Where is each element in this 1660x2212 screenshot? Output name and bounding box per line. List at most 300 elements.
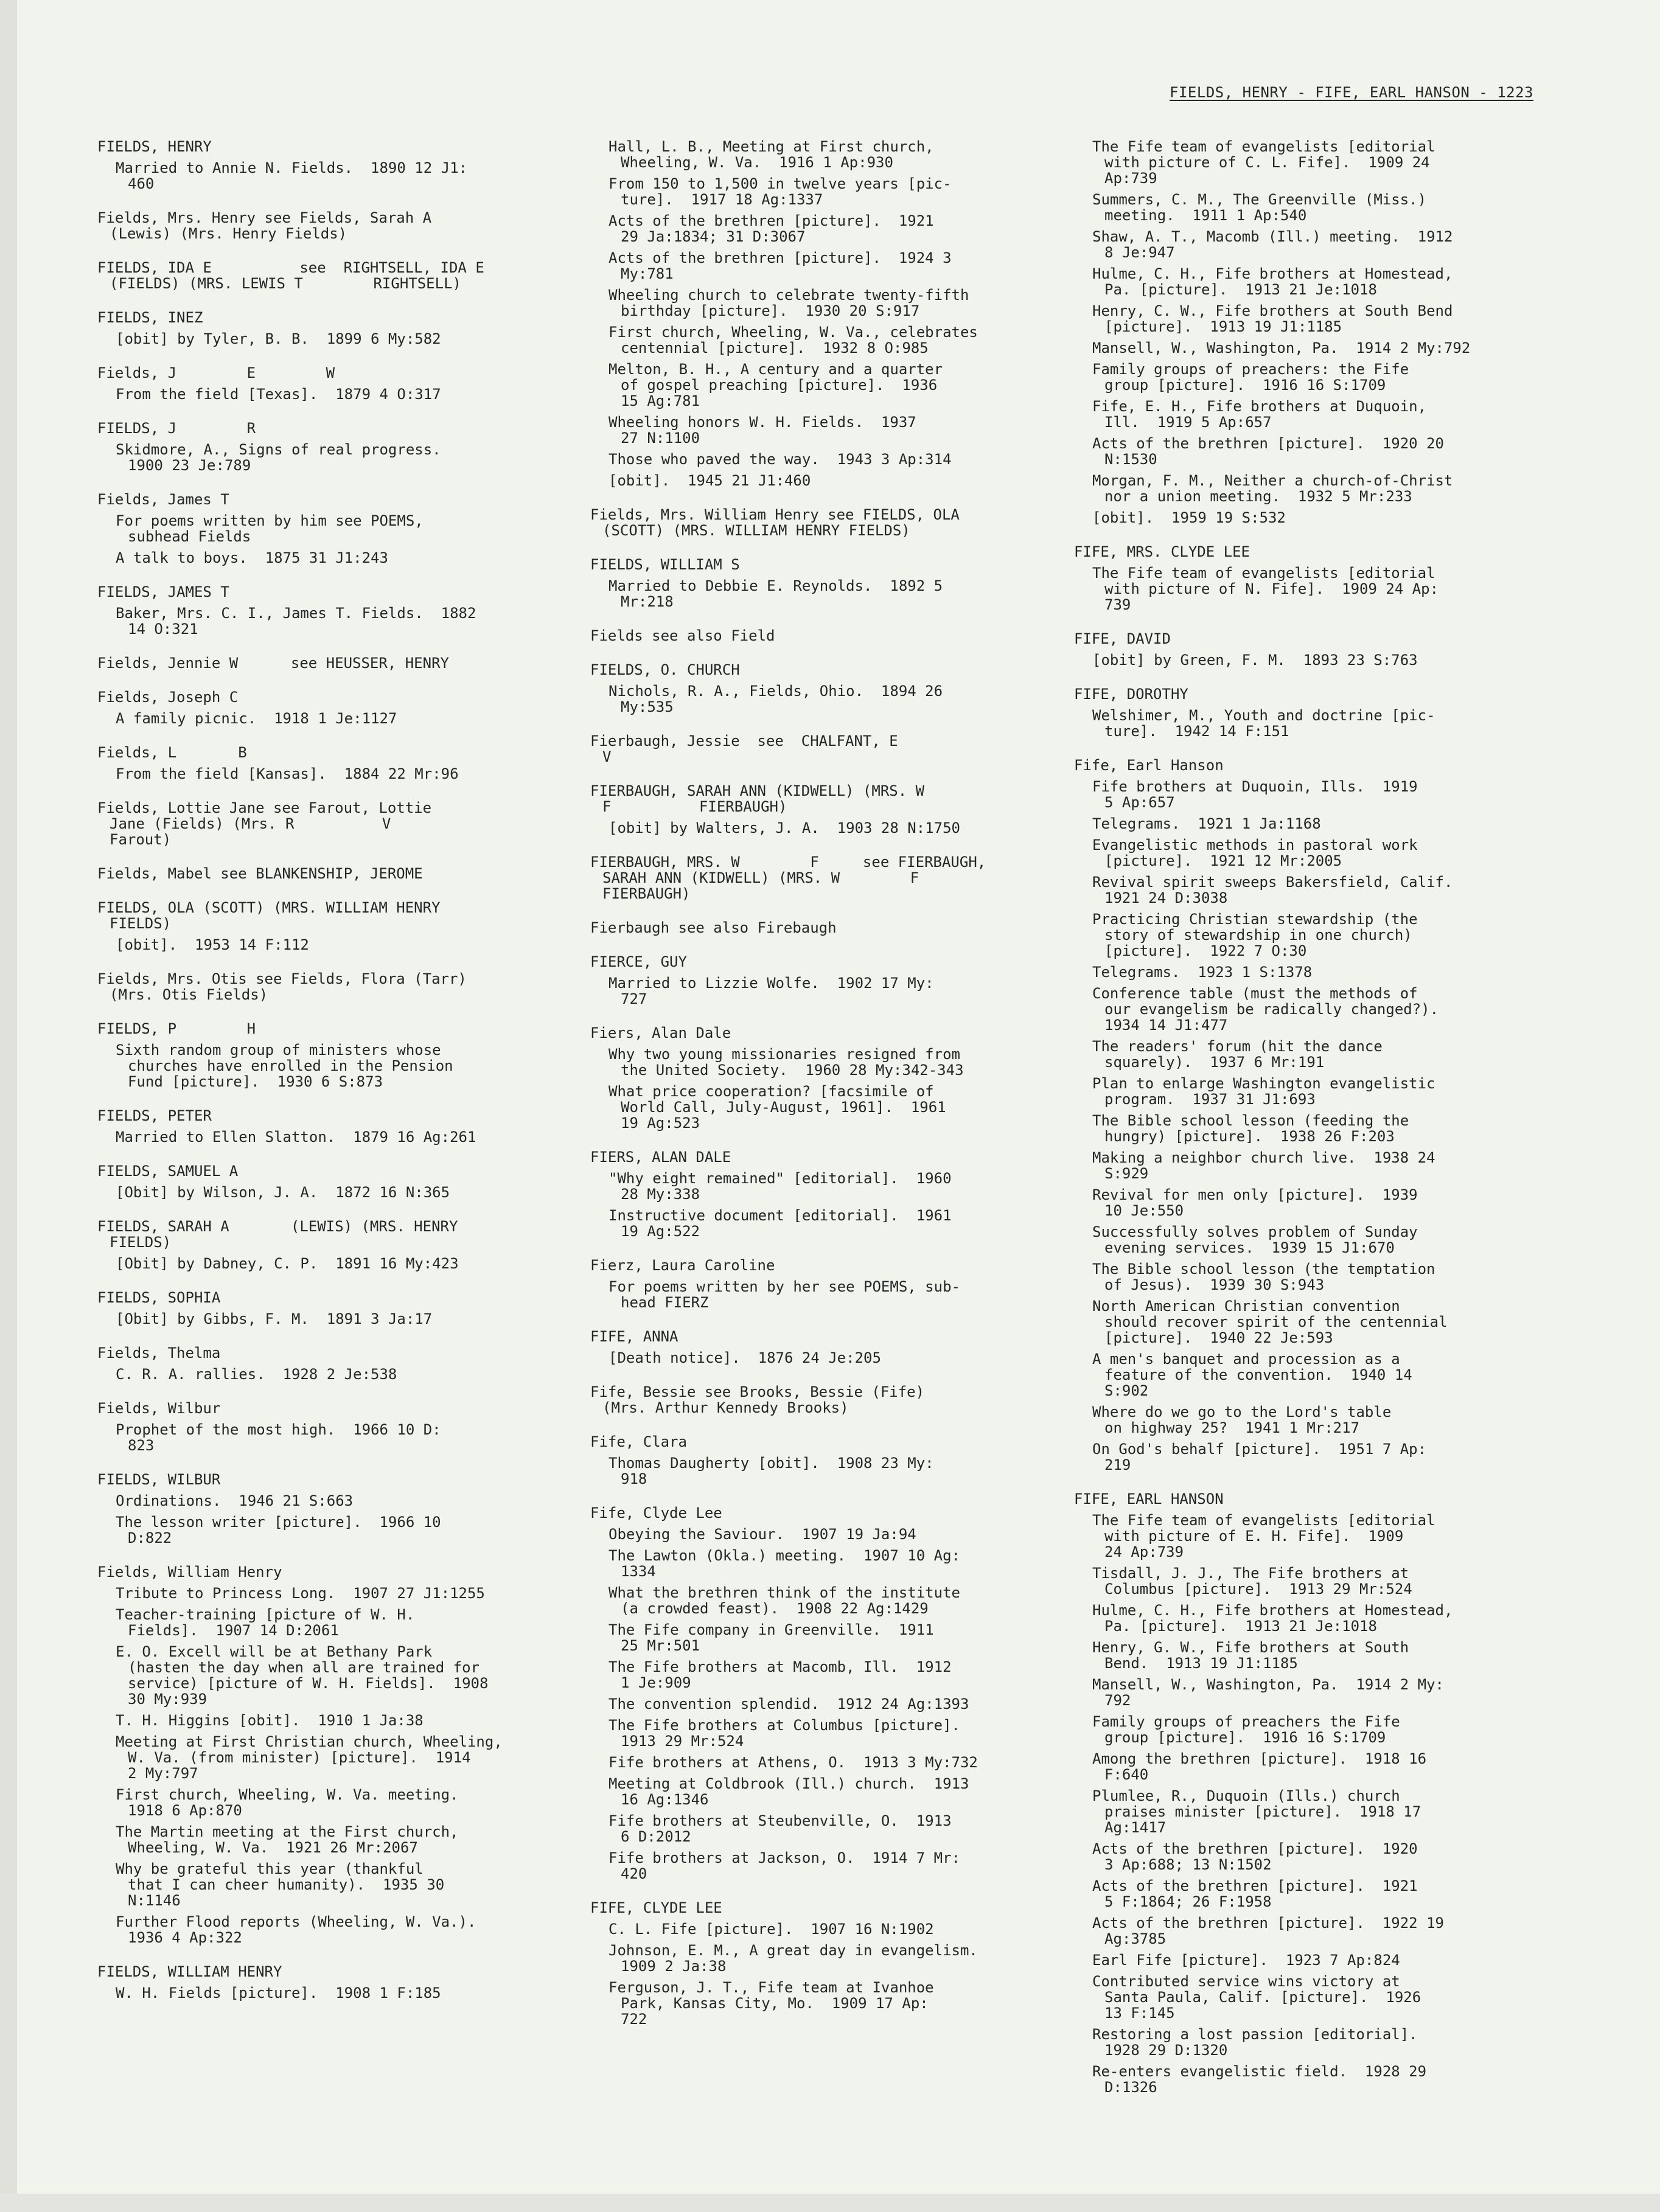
heading-line: V (602, 748, 612, 765)
index-block (590, 507, 1059, 538)
citation-entry (116, 1493, 572, 1509)
citation-entry (1092, 911, 1549, 959)
index-heading (97, 210, 572, 242)
citation-line: Hulme, C. H., Fife brothers at Homestead, (1092, 265, 1453, 282)
index-block (97, 1108, 572, 1145)
citation-line: the United Society. 1960 28 My:342-343 (621, 1062, 964, 1079)
index-heading (590, 783, 1059, 815)
citation-entry (116, 513, 572, 544)
citation-line: E. O. Excell will be at Bethany Park (116, 1643, 433, 1660)
index-column-3 (1074, 139, 1549, 2095)
citation-entry (609, 1046, 1059, 1078)
citation-line: 3 Ap:688; 13 N:1502 (1104, 1856, 1272, 1873)
citation-line: 727 (621, 990, 647, 1007)
heading-line: FIERBAUGH, SARAH ANN (KIDWELL) (MRS. W (590, 782, 925, 799)
index-block (590, 1329, 1059, 1366)
citation-line: Ag:1417 (1104, 1819, 1167, 1836)
citation-entry (1092, 708, 1549, 739)
citation-line: 1 Je:909 (621, 1674, 691, 1691)
index-heading (97, 420, 572, 436)
citation-line: 2 My:797 (128, 1765, 198, 1782)
heading-line: FIELDS) (110, 915, 172, 932)
citation-line: What price cooperation? [facsimile of (609, 1083, 934, 1100)
citation-entry (1092, 1187, 1549, 1219)
heading-line: FIFE, ANNA (590, 1328, 678, 1345)
heading-line: Fields, Mabel see BLANKENSHIP, JEROME (97, 865, 423, 882)
citation-line: Mr:218 (621, 593, 674, 610)
citation-line: 19 Ag:522 (621, 1223, 700, 1240)
citation-line: 29 Ja:1834; 31 D:3067 (621, 228, 806, 245)
index-heading (590, 920, 1059, 936)
heading-line: Fierz, Laura Caroline (590, 1257, 775, 1274)
running-header: FIELDS, HENRY - FIFE, EARL HANSON - 1223 (1170, 84, 1533, 101)
index-block (97, 1219, 572, 1271)
citation-entry (1092, 2026, 1549, 2058)
citation-line: Wheeling church to celebrate twenty-fifth (609, 287, 969, 304)
citation-line: [obit] by Tyler, B. B. 1899 6 My:582 (116, 330, 441, 347)
citation-line: Married to Debbie E. Reynolds. 1892 5 (609, 577, 943, 594)
citation-line: Morgan, F. M., Neither a church-of-Christ (1092, 472, 1453, 489)
citation-line: The Bible school lesson (feeding the (1092, 1112, 1409, 1129)
citation-entry (609, 451, 1059, 467)
citation-entry (116, 1422, 572, 1453)
index-block (97, 210, 572, 242)
index-block (97, 1964, 572, 2001)
page-bottom-edge (0, 2194, 1660, 2212)
index-block (590, 1025, 1059, 1131)
citation-line: Acts of the brethren [picture]. 1921 (609, 212, 934, 229)
index-block (97, 900, 572, 953)
citation-line: The lesson writer [picture]. 1966 10 (116, 1514, 441, 1531)
heading-line: FIELDS, J R (97, 420, 256, 437)
citation-line: feature of the convention. 1940 14 (1104, 1366, 1412, 1383)
citation-entry (116, 1713, 572, 1728)
index-heading (97, 900, 572, 931)
index-block (590, 139, 1059, 489)
citation-line: The convention splendid. 1912 24 Ag:1393 (609, 1696, 969, 1713)
citation-line: A talk to boys. 1875 31 J1:243 (116, 549, 388, 566)
citation-line: group [picture]. 1916 16 S:1709 (1104, 1729, 1386, 1746)
citation-line: 1913 29 Mr:524 (621, 1733, 744, 1750)
citation-line: Ag:3785 (1104, 1930, 1167, 1947)
citation-entry (1092, 1076, 1549, 1107)
citation-entry (1092, 1974, 1549, 2021)
citation-entry (609, 1980, 1059, 2027)
index-block (97, 310, 572, 347)
heading-line: Fields, Wilbur (97, 1400, 221, 1417)
index-heading (590, 1434, 1059, 1450)
citation-entry (1092, 192, 1549, 223)
citation-entry (609, 176, 1059, 207)
citation-line: 1909 2 Ja:38 (621, 1958, 727, 1975)
citation-line: The Fife team of evangelists [editorial (1092, 565, 1435, 582)
citation-line: The Fife brothers at Macomb, Ill. 1912 (609, 1658, 952, 1675)
citation-line: Wheeling, W. Va. 1916 1 Ap:930 (621, 154, 893, 171)
heading-line: FIELDS, HENRY (97, 138, 212, 155)
citation-entry (609, 1776, 1059, 1807)
citation-line: on highway 25? 1941 1 Mr:217 (1104, 1419, 1360, 1436)
index-heading (97, 584, 572, 600)
citation-line: S:902 (1104, 1382, 1149, 1399)
citation-line: Johnson, E. M., A great day in evangelism. (609, 1942, 978, 1959)
heading-line: FIERBAUGH, MRS. W F see FIERBAUGH, (590, 854, 986, 871)
heading-line: FIFE, DAVID (1074, 630, 1171, 647)
citation-entry (1092, 986, 1549, 1033)
citation-entry (1092, 1441, 1549, 1473)
heading-line: FIELDS, PETER (97, 1107, 212, 1124)
citation-entry (1092, 1602, 1549, 1634)
citation-line: should recover spirit of the centennial (1104, 1313, 1448, 1330)
heading-line: Fields, William Henry (97, 1563, 282, 1581)
citation-entry (1092, 1298, 1549, 1346)
index-block (590, 954, 1059, 1007)
citation-line: Santa Paula, Calif. [picture]. 1926 (1104, 1989, 1421, 2006)
index-heading (1074, 757, 1549, 773)
citation-line: nor a union meeting. 1932 5 Mr:233 (1104, 488, 1412, 505)
citation-entry (116, 1366, 572, 1382)
index-heading (1074, 686, 1549, 702)
citation-line: Ap:739 (1104, 170, 1157, 187)
citation-line: 24 Ap:739 (1104, 1543, 1184, 1560)
citation-line: First church, Wheeling, W. Va., celebrates (609, 324, 978, 341)
citation-line: Telegrams. 1923 1 S:1378 (1092, 964, 1313, 981)
citation-line: 1921 24 D:3038 (1104, 889, 1228, 906)
citation-line: Mansell, W., Washington, Pa. 1914 2 My:792 (1092, 339, 1471, 356)
citation-entry (1092, 1878, 1549, 1910)
citation-entry (609, 324, 1059, 356)
heading-line: FIELDS, WILLIAM HENRY (97, 1963, 282, 1980)
index-block (97, 365, 572, 402)
heading-line: FIELDS, P H (97, 1020, 256, 1037)
heading-line: FIELDS, O. CHURCH (590, 661, 740, 678)
citation-entry (116, 386, 572, 402)
citation-entry (1092, 139, 1549, 186)
citation-entry (116, 711, 572, 726)
citation-line: Family groups of preachers: the Fife (1092, 361, 1409, 378)
citation-line: My:535 (621, 698, 674, 715)
citation-entry (1092, 1841, 1549, 1873)
citation-line: Columbus [picture]. 1913 29 Mr:524 (1104, 1581, 1412, 1598)
citation-line: birthday [picture]. 1930 20 S:917 (621, 302, 920, 319)
heading-line: Fierbaugh, Jessie see CHALFANT, E (590, 732, 898, 750)
citation-entry (1092, 1788, 1549, 1835)
citation-line: For poems written by her see POEMS, sub- (609, 1278, 960, 1295)
heading-line: FIELDS, SAMUEL A (97, 1163, 239, 1180)
citation-line: The Martin meeting at the First church, (116, 1823, 459, 1840)
citation-line: 10 Je:550 (1104, 1202, 1184, 1219)
citation-entry (609, 1208, 1059, 1239)
heading-line: Fields see also Field (590, 627, 775, 644)
citation-line: Making a neighbor church live. 1938 24 (1092, 1149, 1435, 1166)
heading-line: Fife, Earl Hanson (1074, 757, 1224, 774)
heading-line: (Lewis) (Mrs. Henry Fields) (110, 225, 347, 242)
citation-line: Skidmore, A., Signs of real progress. (116, 441, 441, 458)
citation-line: with picture of E. H. Fife]. 1909 (1104, 1528, 1404, 1545)
citation-entry (116, 1585, 572, 1601)
index-block (97, 689, 572, 726)
citation-line: N:1146 (128, 1892, 181, 1909)
citation-entry (1092, 266, 1549, 297)
index-block (97, 745, 572, 782)
citation-line: Plan to enlarge Washington evangelistic (1092, 1075, 1435, 1092)
index-heading (590, 854, 1059, 902)
citation-line: 6 D:2012 (621, 1828, 691, 1845)
citation-line: Telegrams. 1921 1 Ja:1168 (1092, 815, 1321, 832)
citation-entry (609, 1170, 1059, 1202)
citation-line: What the brethren think of the institute (609, 1584, 960, 1601)
citation-entry (1092, 1404, 1549, 1436)
citation-entry (116, 442, 572, 473)
heading-line: FIELDS, WILLIAM S (590, 556, 740, 573)
citation-line: Meeting at First Christian church, Wheeling, (116, 1733, 503, 1750)
citation-entry (609, 1755, 1059, 1770)
citation-line: 918 (621, 1470, 647, 1487)
index-heading (97, 1021, 572, 1037)
citation-entry (1092, 340, 1549, 356)
citation-line: churches have enrolled in the Pension (128, 1057, 453, 1074)
heading-line: Jane (Fields) (Mrs. R V (110, 815, 391, 832)
citation-entry (1092, 874, 1549, 906)
citation-line: Married to Lizzie Wolfe. 1902 17 My: (609, 975, 934, 992)
heading-line: Fiers, Alan Dale (590, 1024, 731, 1042)
citation-line: 420 (621, 1865, 647, 1882)
citation-line: 722 (621, 2011, 647, 2028)
index-heading (590, 1025, 1059, 1041)
heading-line: Fields, J E W (97, 364, 335, 381)
citation-line: T. H. Higgins [obit]. 1910 1 Ja:38 (116, 1712, 424, 1729)
citation-entry (116, 1311, 572, 1327)
index-heading (97, 1964, 572, 1980)
citation-line: The readers' forum (hit the dance (1092, 1038, 1383, 1055)
index-heading (97, 492, 572, 507)
heading-line: Fields, Joseph C (97, 689, 239, 706)
index-block (97, 1290, 572, 1327)
citation-entry (609, 1350, 1059, 1366)
citation-entry (609, 1279, 1059, 1310)
citation-line: 1934 14 J1:477 (1104, 1017, 1228, 1034)
heading-line: Fields, Thelma (97, 1344, 221, 1362)
citation-line: (hasten the day when all are trained for (128, 1659, 480, 1676)
citation-line: Contributed service wins victory at (1092, 1973, 1400, 1990)
citation-line: Fife brothers at Jackson, O. 1914 7 Mr: (609, 1849, 960, 1866)
citation-line: 16 Ag:1346 (621, 1791, 709, 1808)
citation-entry (116, 331, 572, 347)
citation-line: 8 Je:947 (1104, 244, 1175, 261)
citation-entry (1092, 436, 1549, 467)
citation-line: The Fife brothers at Columbus [picture]. (609, 1717, 960, 1734)
index-heading (590, 954, 1059, 970)
citation-line: 823 (128, 1437, 155, 1454)
index-block (1074, 631, 1549, 668)
citation-entry (116, 1607, 572, 1638)
heading-line: FIELDS, JAMES T (97, 583, 229, 600)
citation-line: 1900 23 Je:789 (128, 457, 251, 474)
citation-line: centennial [picture]. 1932 8 O:985 (621, 339, 929, 356)
citation-entry (1092, 1677, 1549, 1708)
citation-line: First church, Wheeling, W. Va. meeting. (116, 1786, 459, 1803)
citation-line: 19 Ag:523 (621, 1115, 700, 1132)
citation-line: praises minister [picture]. 1918 17 (1104, 1803, 1421, 1820)
citation-line: North American Christian convention (1092, 1298, 1400, 1315)
citation-line: Melton, B. H., A century and a quarter (609, 361, 943, 378)
citation-entry (609, 1455, 1059, 1487)
citation-entry (116, 1514, 572, 1546)
index-heading (97, 655, 572, 671)
citation-entry (116, 937, 572, 953)
citation-line: Fife brothers at Athens, O. 1913 3 My:732 (609, 1754, 978, 1771)
citation-line: our evangelism be radically changed?). (1104, 1001, 1439, 1018)
citation-line: ture]. 1942 14 F:151 (1104, 723, 1289, 740)
citation-line: Married to Ellen Slatton. 1879 16 Ag:261 (116, 1129, 476, 1146)
index-block (97, 800, 572, 847)
citation-line: Fund [picture]. 1930 6 S:873 (128, 1073, 383, 1090)
index-block (1074, 139, 1549, 526)
heading-line: (SCOTT) (MRS. WILLIAM HENRY FIELDS) (602, 522, 910, 539)
heading-line: Fields, Mrs. Henry see Fields, Sarah A (97, 209, 432, 226)
citation-line: Among the brethren [picture]. 1918 16 (1092, 1750, 1427, 1767)
index-block (590, 733, 1059, 765)
citation-entry (609, 975, 1059, 1007)
index-block (590, 1900, 1059, 2027)
citation-line: Obeying the Saviour. 1907 19 Ja:94 (609, 1526, 916, 1543)
citation-line: [picture]. 1940 22 Je:593 (1104, 1329, 1333, 1346)
citation-line: The Lawton (Okla.) meeting. 1907 10 Ag: (609, 1547, 960, 1564)
index-heading (590, 1900, 1059, 1916)
citation-line: Shaw, A. T., Macomb (Ill.) meeting. 1912 (1092, 228, 1453, 245)
citation-line: Summers, C. M., The Greenville (Miss.) (1092, 191, 1427, 208)
citation-line: Why be grateful this year (thankful (116, 1860, 424, 1877)
citation-line: The Fife team of evangelists [editorial (1092, 138, 1435, 155)
citation-line: Revival for men only [picture]. 1939 (1092, 1186, 1418, 1203)
citation-line: Bend. 1913 19 J1:1185 (1104, 1655, 1298, 1672)
citation-line: 739 (1104, 596, 1131, 613)
heading-line: Fife, Clara (590, 1433, 687, 1450)
citation-line: S:929 (1104, 1165, 1149, 1182)
heading-line: F FIERBAUGH) (602, 798, 787, 815)
citation-line: 13 F:145 (1104, 2005, 1175, 2022)
citation-entry (1092, 1351, 1549, 1399)
heading-line: (FIELDS) (MRS. LEWIS T RIGHTSELL) (110, 275, 461, 292)
index-heading (590, 1329, 1059, 1344)
citation-line: "Why eight remained" [editorial]. 1960 (609, 1170, 952, 1187)
heading-line: FIERCE, GUY (590, 953, 687, 970)
citation-line: Re-enters evangelistic field. 1928 29 (1092, 2063, 1427, 2080)
heading-line: FIERS, ALAN DALE (590, 1149, 731, 1166)
citation-line: My:781 (621, 265, 674, 282)
index-heading (590, 662, 1059, 678)
citation-line: Welshimer, M., Youth and doctrine [pic- (1092, 707, 1435, 724)
index-heading (97, 800, 572, 847)
citation-line: 1334 (621, 1563, 656, 1580)
citation-entry (116, 1914, 572, 1946)
citation-line: Hall, L. B., Meeting at First church, (609, 138, 934, 155)
citation-entry (609, 578, 1059, 610)
citation-line: Fife, E. H., Fife brothers at Duquoin, (1092, 398, 1427, 415)
citation-line: service) [picture of W. H. Fields]. 1908 (128, 1675, 489, 1692)
heading-line: Fields, Mrs. William Henry see FIELDS, OLA (590, 506, 960, 523)
index-heading (590, 557, 1059, 572)
citation-line: 5 Ap:657 (1104, 794, 1175, 811)
citation-line: 460 (128, 175, 155, 192)
index-heading (590, 1505, 1059, 1521)
citation-line: Where do we go to the Lord's table (1092, 1403, 1392, 1421)
heading-line: Farout) (110, 831, 172, 848)
citation-line: that I can cheer humanity). 1935 30 (128, 1876, 445, 1893)
citation-entry (116, 1787, 572, 1818)
citation-line: Ill. 1919 5 Ap:657 (1104, 414, 1272, 431)
index-heading (97, 139, 572, 155)
citation-line: [obit]. 1959 19 S:532 (1092, 509, 1286, 526)
index-heading (97, 1564, 572, 1580)
citation-line: Fife brothers at Duquoin, Ills. 1919 (1092, 778, 1418, 795)
index-heading (97, 745, 572, 760)
citation-entry (116, 1129, 572, 1145)
citation-entry (116, 550, 572, 566)
citation-line: Acts of the brethren [picture]. 1924 3 (609, 249, 952, 266)
citation-line: D:1326 (1104, 2079, 1157, 2096)
heading-line: Fields, James T (97, 491, 229, 508)
citation-line: Ferguson, J. T., Fife team at Ivanhoe (609, 1979, 934, 1996)
citation-entry (1092, 473, 1549, 504)
heading-line: Fierbaugh see also Firebaugh (590, 919, 837, 936)
citation-line: program. 1937 31 J1:693 (1104, 1091, 1316, 1108)
citation-line: Sixth random group of ministers whose (116, 1042, 441, 1059)
citation-line: Those who paved the way. 1943 3 Ap:314 (609, 451, 952, 468)
citation-line: World Call, July-August, 1961]. 1961 (621, 1099, 946, 1116)
citation-line: [picture]. 1922 7 O:30 (1104, 942, 1307, 959)
citation-entry (116, 1042, 572, 1090)
citation-line: Wheeling, W. Va. 1921 26 Mr:2067 (128, 1839, 418, 1856)
heading-line: SARAH ANN (KIDWELL) (MRS. W F (602, 869, 919, 886)
citation-line: C. L. Fife [picture]. 1907 16 N:1902 (609, 1921, 934, 1938)
citation-entry (609, 1548, 1059, 1579)
citation-line: Nichols, R. A., Fields, Ohio. 1894 26 (609, 683, 943, 700)
citation-line: Prophet of the most high. 1966 10 D: (116, 1421, 441, 1438)
heading-line: FIELDS, OLA (SCOTT) (MRS. WILLIAM HENRY (97, 899, 441, 916)
index-heading (97, 1163, 572, 1179)
citation-entry (1092, 1915, 1549, 1947)
index-block (97, 420, 572, 473)
index-block (1074, 686, 1549, 739)
citation-line: W. Va. (from minister) [picture]. 1914 (128, 1749, 471, 1766)
citation-line: Tribute to Princess Long. 1907 27 J1:1255 (116, 1585, 485, 1602)
citation-line: Restoring a lost passion [editorial]. (1092, 2026, 1418, 2043)
citation-entry (609, 1585, 1059, 1616)
citation-line: Acts of the brethren [picture]. 1920 20 (1092, 435, 1444, 452)
citation-entry (1092, 652, 1549, 668)
citation-entry (609, 1659, 1059, 1691)
citation-entry (1092, 229, 1549, 260)
citation-line: Meeting at Coldbrook (Ill.) church. 1913 (609, 1775, 969, 1792)
page-edge (0, 0, 17, 2212)
citation-line: A men's banquet and procession as a (1092, 1351, 1400, 1368)
citation-line: 1928 29 D:1320 (1104, 2042, 1228, 2059)
index-block (590, 1384, 1059, 1416)
index-block (97, 260, 572, 291)
citation-line: of Jesus). 1939 30 S:943 (1104, 1276, 1325, 1293)
citation-entry (116, 1985, 572, 2001)
citation-entry (116, 160, 572, 192)
citation-entry (609, 361, 1059, 409)
citation-line: 14 O:321 (128, 621, 198, 638)
citation-entry (609, 287, 1059, 319)
citation-line: evening services. 1939 15 J1:670 (1104, 1239, 1395, 1256)
index-heading (97, 310, 572, 325)
heading-line: Fields, Jennie W see HEUSSER, HENRY (97, 655, 449, 672)
index-heading (97, 1472, 572, 1487)
index-block (97, 584, 572, 637)
citation-entry (1092, 510, 1549, 526)
